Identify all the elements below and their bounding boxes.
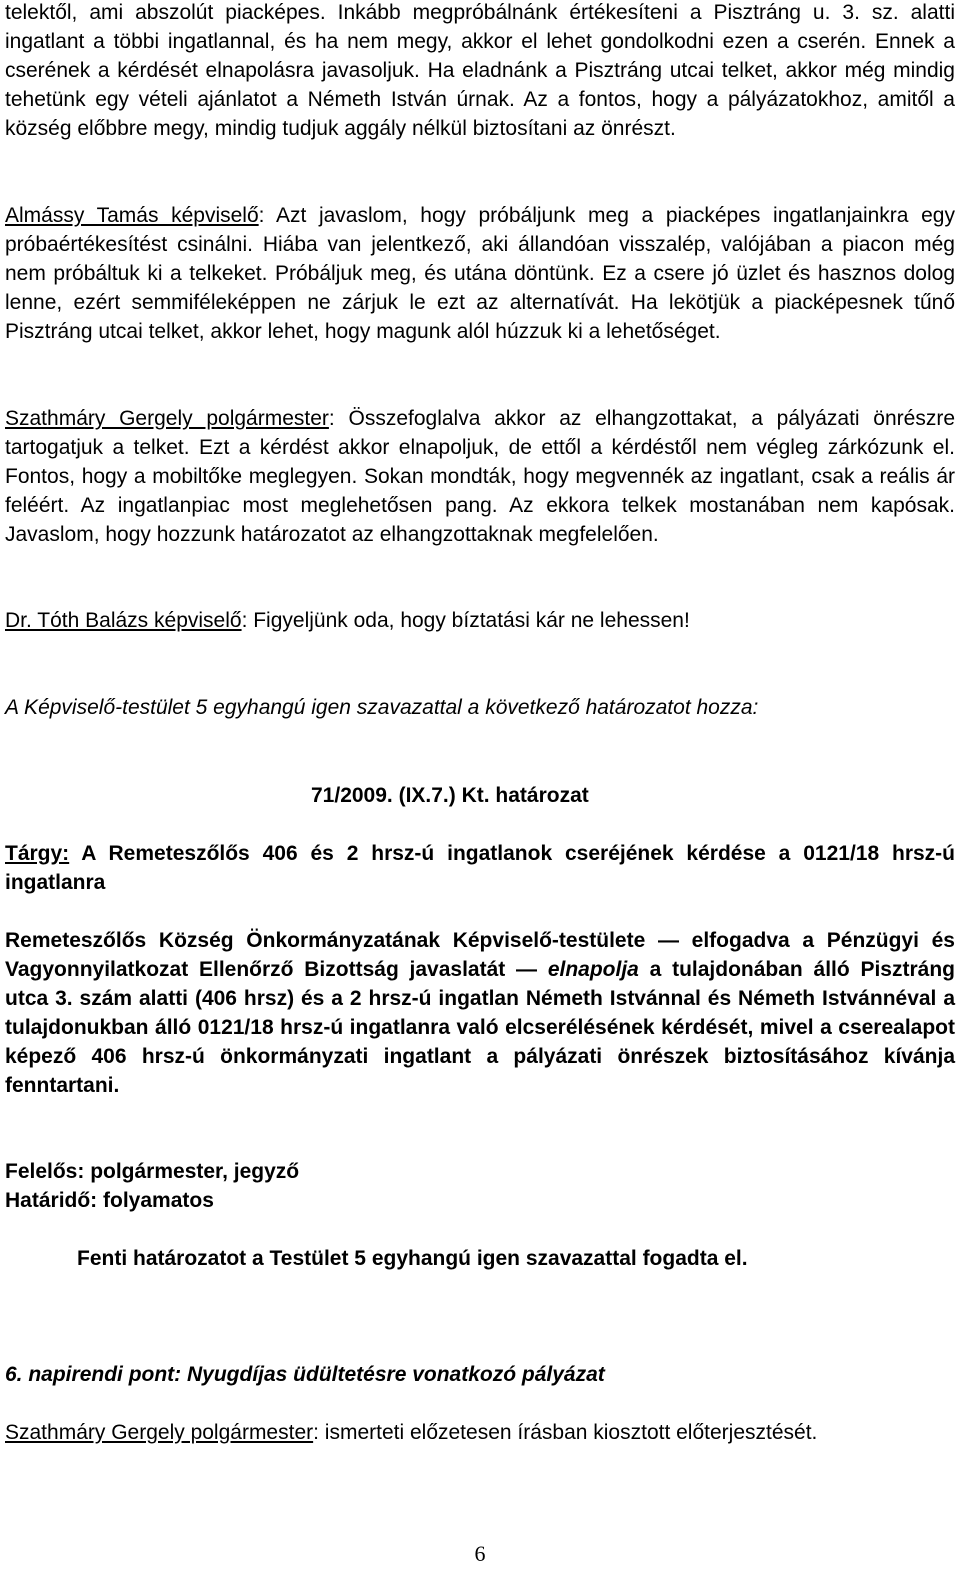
paragraph-szathmary-2 [5, 1418, 955, 1447]
vote-intro: A Képviselő-testület 5 egyhangú igen szavazattal a következő határozatot hozza: [5, 696, 759, 719]
responsible-line: Felelős: polgármester, jegyző [5, 1160, 300, 1183]
agenda-heading: 6. napirendi pont: Nyugdíjas üdültetésre vonatkozó pályázat [5, 1363, 605, 1386]
decision-verb: elnapolja [547, 958, 639, 981]
resolution-decision [5, 926, 955, 1100]
speaker-name: Szathmáry Gergely polgármester [5, 407, 329, 430]
speech-text: : Figyeljünk oda, hogy bíztatási kár ne lehessen! [241, 609, 690, 632]
paragraph-toth [5, 606, 955, 635]
paragraph-szathmary [5, 404, 955, 549]
speaker-name: Almássy Tamás képviselő [5, 204, 259, 227]
deadline-line: Határidő: folyamatos [5, 1189, 214, 1212]
speaker-name: Dr. Tóth Balázs képviselő [5, 609, 242, 632]
subject-text: A Remeteszőlős 406 és 2 hrsz-ú ingatlanok cseréjének kérdése a 0121/18 hrsz-ú ingatlanra [5, 842, 955, 894]
resolution-subject [5, 839, 955, 897]
page-number: 6 [474, 1541, 486, 1566]
paragraph-almassy [5, 201, 955, 346]
paragraph-continuation: telektől, ami abszolút piacképes. Inkább megpróbálnánk értékesíteni a Pisztráng u. 3. sz. alatti ingatlant a többi ingatlannal, és ha nem megy, akkor el lehet gondolkodni ezen a cserén. Ennek a cserének a kérdését elnapolásra javasoljuk. Ha eladnánk a Pisztráng utcai telket, akkor még mindig tehetünk egy vételi ajánlatot a Németh István úrnak. Az a fontos, hogy a pályázatokhoz, amitől a község előbbre megy, mindig tudjuk aggály nélkül biztosítani az önrészt. [5, 1, 955, 140]
speaker-name: Szathmáry Gergely polgármester [5, 1421, 314, 1444]
decision-text: Remeteszőlős Község Önkormányzatának Képviselő-testülete — elfogadva a Pénzügyi és Vagyonnyilatkozat Ellenőrző Bizottság javaslatát — [5, 929, 955, 981]
subject-label: Tárgy: [5, 842, 70, 865]
speech-text: : ismerteti előzetesen írásban kiosztott előterjesztését. [313, 1421, 818, 1444]
decision-text: a tulajdonában álló Pisztráng utca 3. szám alatti (406 hrsz) és a 2 hrsz-ú ingatlan Németh Istvánnal és Németh Istvánnéval a tulajdonukban álló 0121/18 hrsz-ú ingatlanra való elcserélésének kérdését, mivel a cserealapot képező 406 hrsz-ú önkormányzati ingatlant a pályázati önrészek biztosításához kívánja fenntartani. [5, 958, 955, 1097]
resolution-title: 71/2009. (IX.7.) Kt. határozat [311, 784, 589, 807]
speech-text: : Azt javaslom, hogy próbáljunk meg a piacképes ingatlanjainkra egy próbaértékesítést csinálni. Hiába van jelentkező, aki állandóan visszalép, valójában a piacon még nem próbáltuk ki a telkeket. Próbáljuk meg, és utána döntünk. Ez a csere jó üzlet és hasznos dolog lenne, ezért semmiféleképpen ne zárjuk le ezt az alternatívát. Ha lekötjük a piacképesnek tűnő Pisztráng utcai telket, akkor lehet, hogy magunk alól húzzuk ki a lehetőséget. [5, 204, 955, 343]
speech-text: : Összefoglalva akkor az elhangzottakat, a pályázati önrészre tartogatjuk a telket. Ezt a kérdést akkor elnapoljuk, de ettől a kérdéstől nem végleg zárkózunk el. Fontos, hogy a mobiltőke meglegyen. Sokan mondták, hogy megvennék az ingatlant, csak a reális ár feléért. Az ingatlanpiac most meglehetősen pang. Az ekkora telkek mostanában nem kapósak. Javaslom, hogy hozzunk határozatot az elhangzottaknak megfelelően. [5, 407, 955, 546]
adopted-line: Fenti határozatot a Testület 5 egyhangú igen szavazattal fogadta el. [77, 1247, 748, 1270]
